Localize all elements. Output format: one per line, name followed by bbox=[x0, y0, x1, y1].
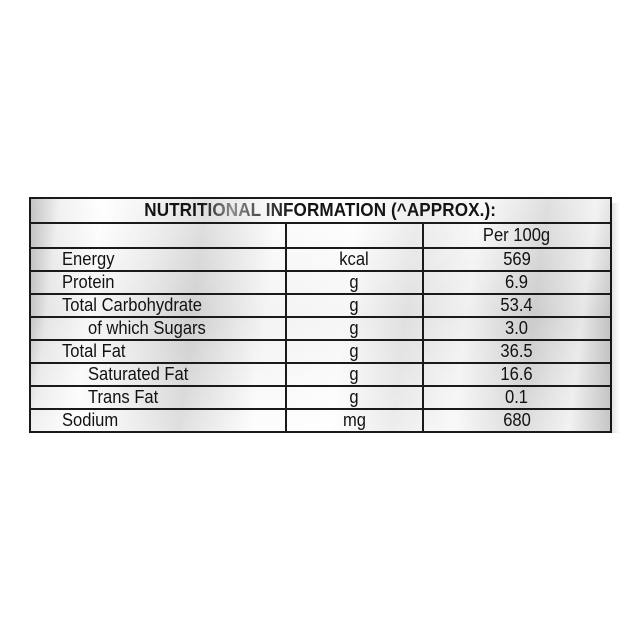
nutrient-name: of which Sugars bbox=[30, 317, 286, 340]
table-title-text: NUTRITIONAL INFORMATION (^APPROX.): bbox=[144, 200, 497, 220]
nutrient-value: 569 bbox=[423, 248, 611, 271]
nutrient-name: Energy bbox=[30, 248, 286, 271]
table-row-sodium bbox=[30, 409, 611, 432]
nutrient-name: Sodium bbox=[30, 409, 286, 432]
metallic-label-sheet bbox=[29, 197, 610, 433]
nutrient-unit: g bbox=[286, 363, 423, 386]
nutrient-name: Total Fat bbox=[30, 340, 286, 363]
table-row-of-which-sugars bbox=[30, 317, 611, 340]
nutrient-value: 6.9 bbox=[423, 271, 611, 294]
nutrient-unit: mg bbox=[286, 409, 423, 432]
col-header-nutrient bbox=[30, 223, 286, 248]
nutrient-name: Total Carbohydrate bbox=[30, 294, 286, 317]
nutrient-name: Saturated Fat bbox=[30, 363, 286, 386]
nutrient-value: 53.4 bbox=[423, 294, 611, 317]
nutrient-value: 680 bbox=[423, 409, 611, 432]
nutrient-unit: g bbox=[286, 271, 423, 294]
nutrient-unit: g bbox=[286, 317, 423, 340]
table-row-total-carbohydrate bbox=[30, 294, 611, 317]
table-row-saturated-fat bbox=[30, 363, 611, 386]
nutrient-unit: kcal bbox=[286, 248, 423, 271]
nutrition-table bbox=[29, 197, 612, 433]
table-row-trans-fat bbox=[30, 386, 611, 409]
nutrient-value: 3.0 bbox=[423, 317, 611, 340]
nutrient-value: 0.1 bbox=[423, 386, 611, 409]
table-row-total-fat bbox=[30, 340, 611, 363]
nutrient-unit: g bbox=[286, 340, 423, 363]
nutrient-unit: g bbox=[286, 294, 423, 317]
nutrient-name: Trans Fat bbox=[30, 386, 286, 409]
table-row-protein bbox=[30, 271, 611, 294]
col-header-unit bbox=[286, 223, 423, 248]
table-title-row bbox=[30, 198, 611, 223]
table-row-energy bbox=[30, 248, 611, 271]
table-header-row bbox=[30, 223, 611, 248]
nutrient-name: Protein bbox=[30, 271, 286, 294]
col-header-per-100g: Per 100g bbox=[423, 223, 611, 248]
table-title bbox=[30, 198, 611, 223]
nutrient-unit: g bbox=[286, 386, 423, 409]
nutrient-value: 16.6 bbox=[423, 363, 611, 386]
nutrient-value: 36.5 bbox=[423, 340, 611, 363]
